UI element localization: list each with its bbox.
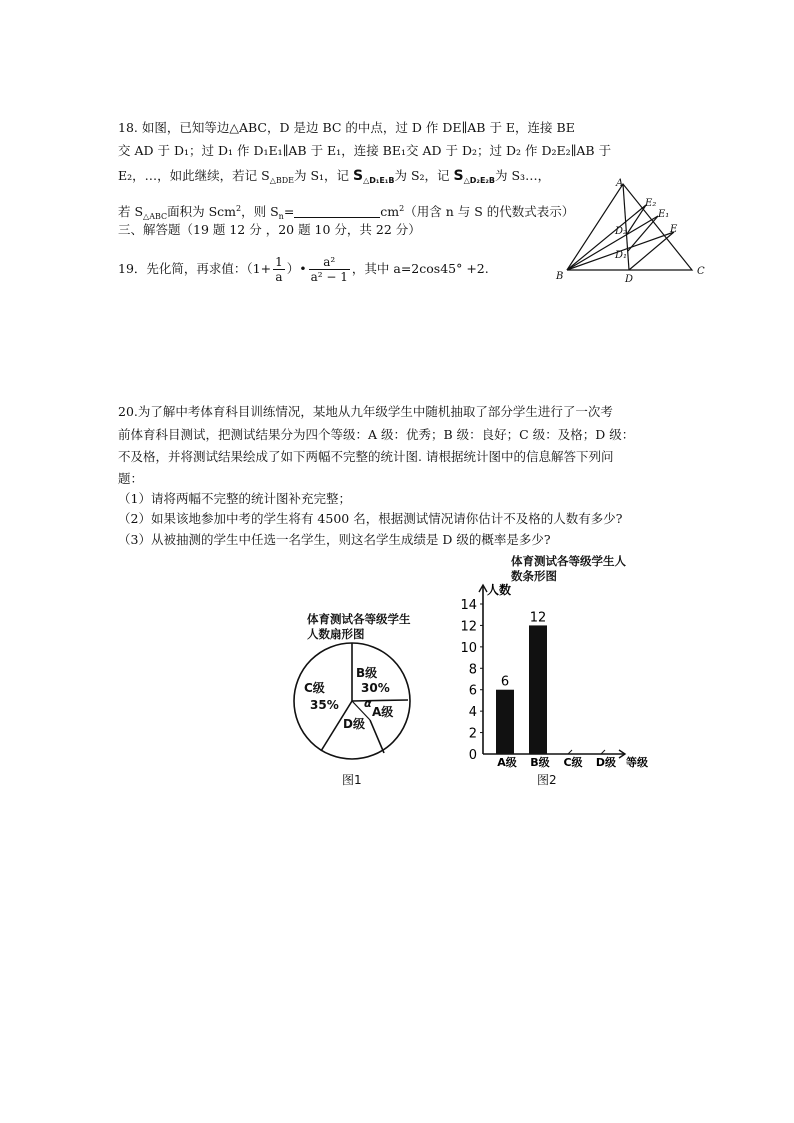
y-tick-label: 2 bbox=[468, 726, 477, 742]
pie-label-d: D级 bbox=[343, 717, 365, 731]
category-label: A级 bbox=[497, 756, 517, 769]
segment-d1e1 bbox=[628, 216, 658, 251]
bar-A级 bbox=[496, 690, 514, 754]
y-tick-label: 14 bbox=[460, 598, 477, 613]
q19-text: 19．先化简，再求值：（1+ $\frac{1}{a}$ ）• $\frac{\text{a²}}{\text{a² − 1}}$ ，其中 a=2cos45° +2. bbox=[118, 255, 489, 284]
q20-line-2: 前体育科目测试，把测试结果分为四个等级：A 级：优秀；B 级：良好；C 级：及格；D 级： bbox=[118, 427, 635, 442]
label-e: E bbox=[670, 224, 678, 235]
category-label: D级 bbox=[595, 756, 617, 769]
fraction-1-over-a: $\frac{1}{a}$ bbox=[275, 255, 283, 284]
q18-line-2: 交 AD 于 D₁；过 D₁ 作 D₁E₁∥AB 于 E₁，连接 BE₁交 AD 于 D₂；过 D₂ 作 D₂E₂∥AB 于 bbox=[118, 143, 612, 158]
q20-line-3: 不及格，并将测试结果绘成了如下两幅不完整的统计图. 请根据统计图中的信息解答下列问 bbox=[118, 449, 614, 464]
q20-sub-1: （1）请将两幅不完整的统计图补充完整； bbox=[118, 491, 351, 506]
label-e2: E₂ bbox=[645, 198, 657, 209]
segment-d2e2 bbox=[627, 205, 646, 234]
pie-angle-alpha: α bbox=[364, 697, 372, 710]
pie-label-c: C级 bbox=[304, 681, 325, 695]
q20-line-4: 题： bbox=[118, 471, 144, 486]
label-d2: D₂ bbox=[615, 226, 628, 237]
category-label: C级 bbox=[563, 756, 583, 769]
fraction-a2-over-a2-minus-1: $\frac{\text{a²}}{\text{a² − 1}}$ bbox=[310, 255, 348, 284]
y-tick-label: 12 bbox=[460, 619, 477, 635]
pie-label-a: A级 bbox=[372, 705, 394, 719]
y-tick-label: 4 bbox=[468, 705, 477, 721]
segment-de bbox=[629, 232, 674, 270]
q20-sub-3: （3）从被抽测的学生中任选一名学生，则这名学生成绩是 D 级的概率是多少? bbox=[118, 532, 551, 547]
label-d: D bbox=[625, 274, 634, 285]
category-label: B级 bbox=[530, 756, 550, 769]
figure-2-caption: 图2 bbox=[537, 773, 557, 787]
label-a: A bbox=[616, 178, 624, 189]
pie-chart bbox=[290, 640, 430, 770]
label-b: B bbox=[556, 271, 564, 282]
pie-percent-c: 35% bbox=[310, 698, 339, 712]
pie-chart-title: 体育测试各等级学生 人数扇形图 bbox=[307, 612, 411, 641]
triangle-figure bbox=[553, 175, 713, 287]
pie-percent-b: 30% bbox=[361, 681, 390, 695]
answer-blank[interactable] bbox=[294, 206, 380, 218]
label-c: C bbox=[697, 266, 705, 277]
label-d1: D₁ bbox=[615, 250, 628, 261]
bar-chart-title: 体育测试各等级学生人 数条形图 bbox=[511, 554, 626, 583]
section-3-heading: 三、解答题（19 题 12 分 ，20 题 10 分，共 22 分） bbox=[118, 222, 421, 237]
pie-divider-d-a-outer bbox=[370, 720, 384, 753]
q20-sub-2: （2）如果该地参加中考的学生将有 4500 名，根据测试情况请你估计不及格的人数有多少? bbox=[118, 511, 623, 526]
x-axis-label: 等级 bbox=[626, 756, 648, 769]
label-e1: E₁ bbox=[658, 209, 670, 220]
y-tick-label: 6 bbox=[468, 683, 477, 699]
bar-value-label: 6 bbox=[500, 674, 510, 690]
y-tick-label: 10 bbox=[460, 640, 477, 656]
y-tick-label: 0 bbox=[468, 748, 477, 763]
bar-B级 bbox=[529, 625, 547, 754]
segment-be2 bbox=[567, 205, 646, 270]
pie-label-b: B级 bbox=[356, 666, 378, 680]
q20-line-1: 20.为了解中考体育科目训练情况，某地从九年级学生中随机抽取了部分学生进行了一次考 bbox=[118, 404, 613, 419]
q18-line-4: 若 $S_{\triangle ABC}$面积为 Scm$^2$，则 $S_n= cm^2$（用含 n 与 S 的代数式表示） bbox=[118, 204, 575, 221]
y-axis-label: 人数 bbox=[487, 583, 512, 597]
bar-value-label: 12 bbox=[529, 610, 547, 626]
y-tick-label: 8 bbox=[468, 662, 477, 678]
figure-1-caption: 图1 bbox=[342, 773, 362, 787]
q18-line-3: E₂，…，如此继续，若记 $S_{\triangle BDE}$为 S₁，记 $S_{\triangle D_1E_1B}$为 S₂，记 $S_{\triangle D_2E_2B}$为 S₃…， bbox=[118, 168, 551, 185]
q18-line-1: 18. 如图，已知等边△ABC，D 是边 BC 的中点，过 D 作 DE∥AB 于 E，连接 BE bbox=[118, 120, 575, 135]
bar-chart bbox=[455, 580, 670, 772]
pie-divider-b-a bbox=[352, 700, 408, 701]
